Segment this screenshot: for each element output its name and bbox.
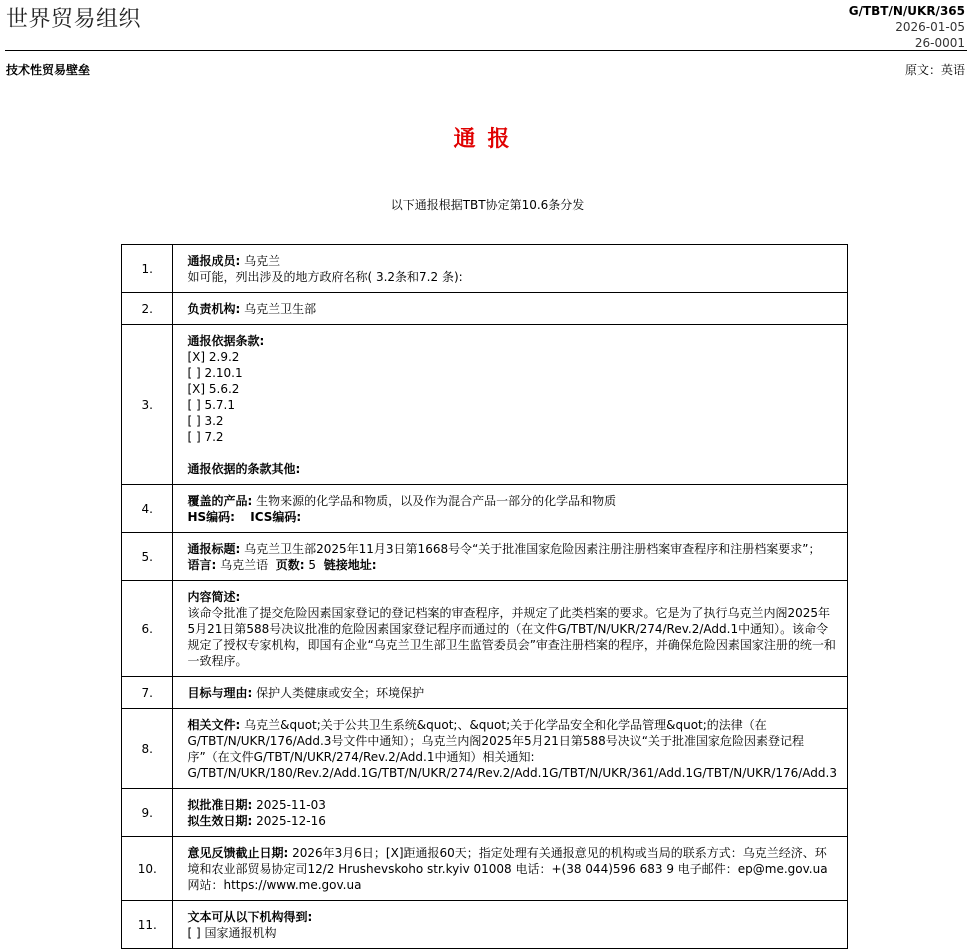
page-title: 通报 [453,127,522,152]
table-row [122,837,848,901]
table-row [122,677,848,709]
item-content [173,485,848,533]
table-row [122,581,848,677]
item-content [173,533,848,581]
article-option: [ ] 5.7.1 [187,397,235,412]
item-content [173,709,848,789]
table-row [122,533,848,581]
item-value: 乌克兰卫生部2025年11月3日第1668号令“关于批准国家危险因素注册注册档案审查程序和注册档案要求”； [244,541,821,556]
item-label: 意见反馈截止日期: [187,845,289,860]
item-label: 内容简述: [187,589,241,604]
table-row [122,293,848,325]
item-value: 乌克兰 [244,253,281,268]
article-option: [ ] 3.2 [187,413,224,428]
item-label: 覆盖的产品: [187,493,253,508]
document-symbol: G/TBT/N/UKR/365 [848,4,965,18]
item-label: 相关文件: [187,717,241,732]
item-value: 2025-11-03 [256,797,326,812]
article-option: [ ] 2.10.1 [187,365,243,380]
item-value: 2025-12-16 [256,813,326,828]
item-number: 10. [122,837,173,901]
notification-table [121,244,848,949]
item-value: 乌克兰卫生部 [244,301,317,316]
link-label: 链接地址: [323,557,377,572]
item-sublabel: 通报依据的条款其他: [187,461,301,476]
item-note: 如可能，列出涉及的地方政府名称( 3.2条和7.2 条): [187,269,463,284]
item-content [173,581,848,677]
pages-value: 5 [308,557,317,572]
item-content [173,677,848,709]
item-label: 通报标题: [187,541,241,556]
item-label: 拟批准日期: [187,797,253,812]
document-header [0,0,975,52]
item-number: 11. [122,901,173,949]
item-content [173,293,848,325]
item-content [173,901,848,949]
item-number: 7. [122,677,173,709]
item-value: 保护人类健康或安全；环境保护 [256,685,425,700]
article-option: [ ] 7.2 [187,429,224,444]
item-label: 目标与理由: [187,685,253,700]
table-row [122,789,848,837]
item-content [173,789,848,837]
item-value: [ ] 国家通报机构 [187,925,277,940]
header-divider [5,50,967,51]
item-value: 乌克兰&quot;关于公共卫生系统&quot;、&quot;关于化学品安全和化学品管理&quot;的法律（在G/TBT/N/UKR/176/Add.3号文件中通知）；乌克兰内阁2025年5月21日第588号决议“关于批准国家危险因素登记程序”（在文件G/TBT/N/UKR/274/Rev.2/Add.1中通知）相关通知: [187,717,804,764]
document-reference: 26-0001 [914,36,965,50]
pages-label: 页数: [275,557,305,572]
ics-code-label: ICS编码: [250,509,302,524]
item-label: 通报成员: [187,253,241,268]
article-option: [X] 5.6.2 [187,381,240,396]
committee-name: 技术性贸易壁垒 [6,63,91,77]
item-label: 拟生效日期: [187,813,253,828]
item-content [173,325,848,485]
table-row [122,485,848,533]
item-number: 4. [122,485,173,533]
item-label: 文本可从以下机构得到: [187,909,313,924]
item-number: 2. [122,293,173,325]
original-language: 原文：英语 [904,63,965,77]
item-number: 6. [122,581,173,677]
item-content [173,837,848,901]
item-label: 负责机构: [187,301,241,316]
table-row [122,245,848,293]
item-content [173,245,848,293]
item-number: 9. [122,789,173,837]
hs-code-label: HS编码: [187,509,235,524]
article-option: [X] 2.9.2 [187,349,240,364]
language-label: 语言: [187,557,217,572]
document-info [849,3,965,51]
table-row [122,325,848,485]
table-row [122,709,848,789]
item-number: 3. [122,325,173,485]
item-value: 2026年3月6日；[X]距通报60天；指定处理有关通报意见的机构或当局的联系方式：乌克兰经济、环境和农业部贸易协定司12/2 Hrushevskoho str.kyiv 01008 电话：+(38 044)596 683 9 电子邮件：ep@me.gov.ua 网站：https://www.me.gov.ua [187,845,828,892]
item-label: 通报依据条款: [187,333,265,348]
item-number: 1. [122,245,173,293]
table-row [122,901,848,949]
language-value: 乌克兰语 [220,557,269,572]
item-number: 5. [122,533,173,581]
item-value: 该命令批准了提交危险因素国家登记的登记档案的审查程序，并规定了此类档案的要求。它是为了执行乌克兰内阁2025年5月21日第588号决议批准的危险因素国家登记程序而通过的（在文件G/TBT/N/UKR/274/Rev.2/Add.1中通知）。该命令规定了授权专家机构，即国有企业“乌克兰卫生部卫生监管委员会”审查注册档案的程序，并确保危险因素国家注册的统一和一致程序。 [187,605,836,668]
item-number: 8. [122,709,173,789]
item-value: 生物来源的化学品和物质，以及作为混合产品一部分的化学品和物质 [256,493,617,508]
intro-text: 以下通报根据TBT协定第10.6条分发 [390,198,585,212]
organization-name: 世界贸易组织 [6,7,142,32]
related-notifications: G/TBT/N/UKR/180/Rev.2/Add.1G/TBT/N/UKR/274/Rev.2/Add.1G/TBT/N/UKR/361/Add.1G/TBT/N/UKR/176/Add.3 [187,765,837,780]
document-date: 2026-01-05 [895,20,965,34]
